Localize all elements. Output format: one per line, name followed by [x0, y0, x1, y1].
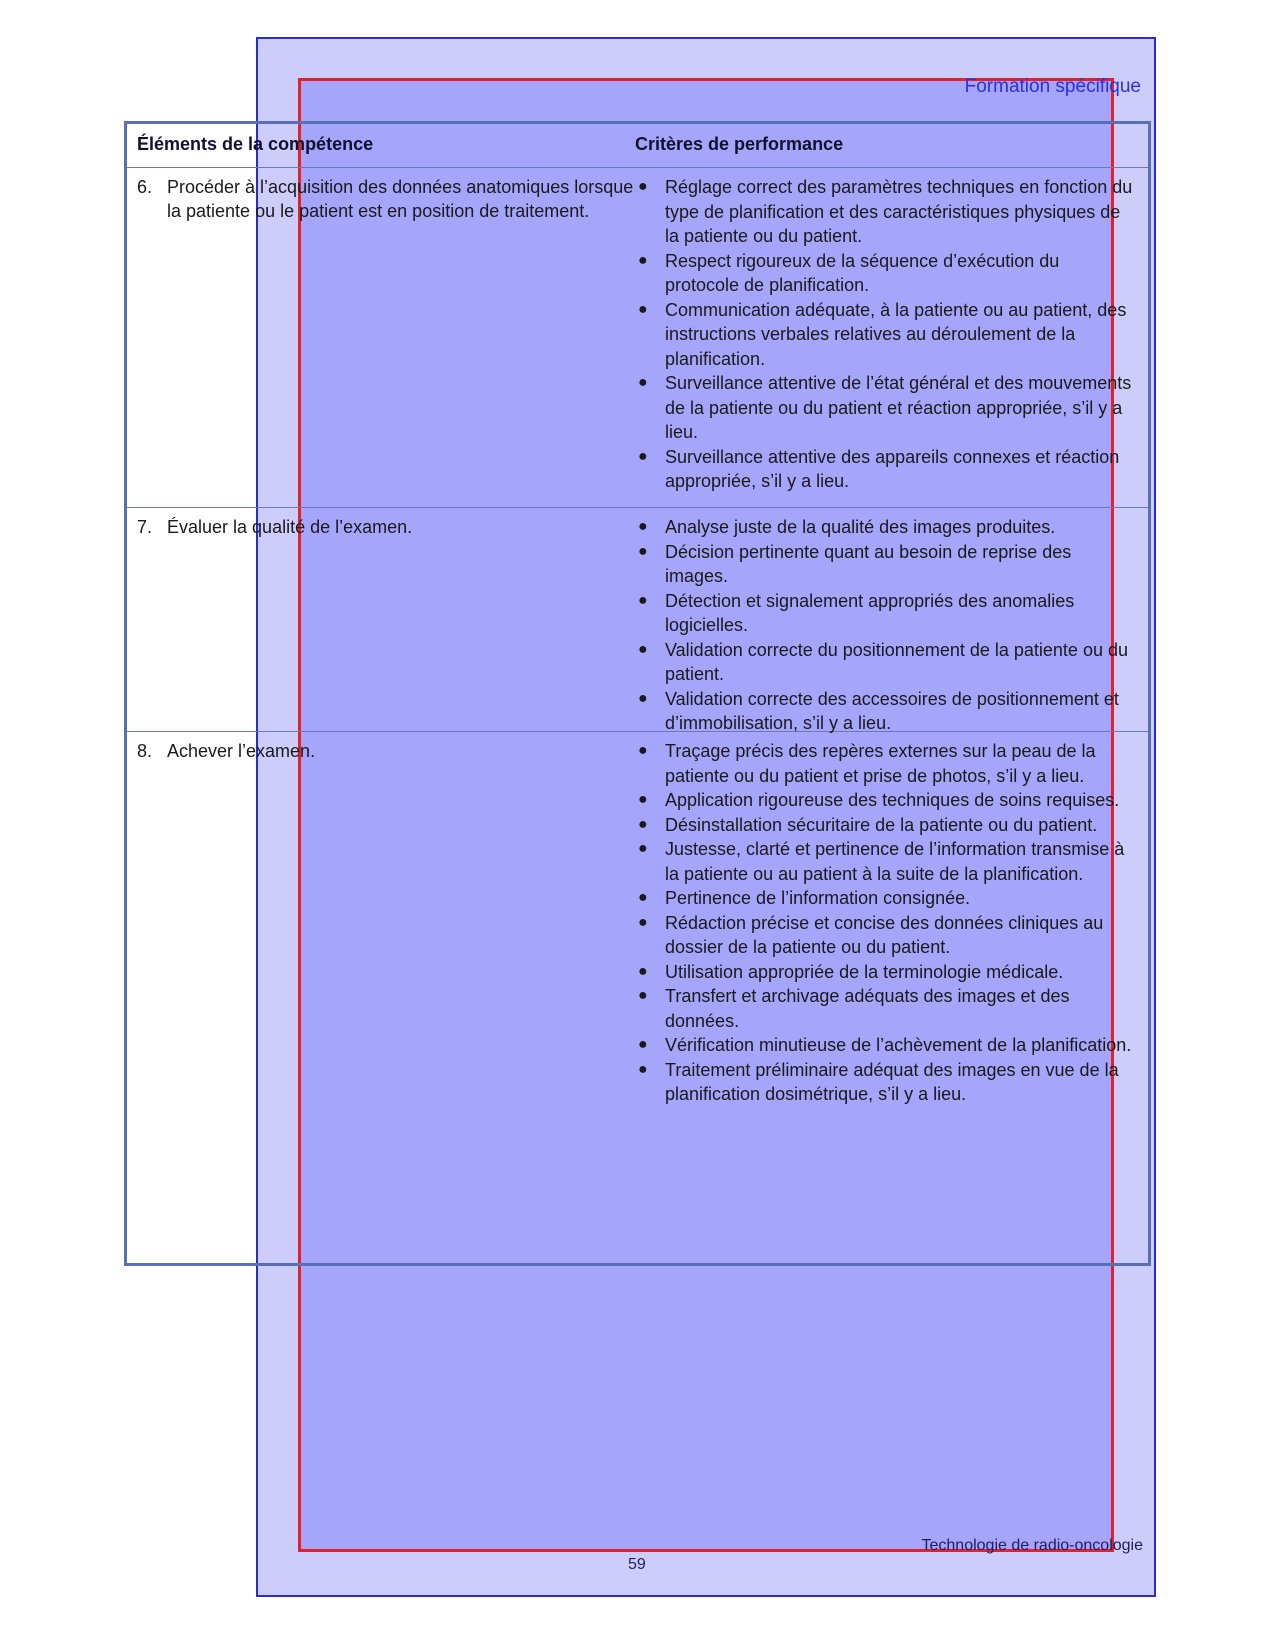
column-header-criteria: Critères de performance: [635, 134, 844, 154]
bullet-icon: ●: [638, 447, 648, 465]
bullet-icon: ●: [638, 987, 648, 1004]
criterion-item: ● Surveillance attentive de l’état général et des mouvements de la patiente ou du patient et réaction appropriée, s’il y a lieu.: [638, 373, 1132, 442]
bullet-icon: ●: [638, 1036, 648, 1053]
competence-element: [137, 515, 637, 539]
table-header-row: [127, 124, 1148, 168]
bullet-icon: ●: [638, 815, 648, 833]
criterion-item: ● Pertinence de l’information consignée.: [635, 886, 1136, 911]
criterion-item: ● Surveillance attentive des appareils connexes et réaction appropriée, s’il y a lieu.: [638, 446, 1120, 491]
criterion-item: ● Justesse, clarté et pertinence de l’information transmise à la patiente ou au patient à la suite de la planification.: [638, 839, 1125, 884]
criteria-list: [635, 175, 1136, 494]
bullet-icon: ●: [638, 591, 648, 609]
bullet-icon: ●: [638, 640, 648, 658]
column-header-elements: Éléments de la compétence: [137, 134, 374, 154]
running-header: Formation spécifique: [964, 76, 1141, 97]
criterion-item: ● Communication adéquate, à la patiente ou au patient, des instructions verbales relatives au déroulement de la planification.: [638, 299, 1127, 369]
criterion-item: ● Respect rigoureux de la séquence d’exécution du protocole de planification.: [638, 250, 1060, 295]
table-row: [127, 167, 1148, 508]
bullet-icon: ●: [638, 374, 648, 391]
table-row: [127, 507, 1148, 732]
page-number: 59: [628, 1556, 646, 1573]
element-text: Procéder à l’acquisition des données anatomiques lorsque la patiente ou le patient est en position de traitement.: [167, 177, 634, 221]
criterion-item: ● Traçage précis des repères externes sur la peau de la patiente ou du patient et prise de photos, s’il y a lieu.: [638, 741, 1096, 786]
criterion-item: ● Validation correcte des accessoires de positionnement et d’immobilisation, s’il y a lieu.: [638, 688, 1119, 733]
bullet-icon: ●: [638, 251, 648, 269]
criteria-list: [635, 739, 1136, 1107]
criterion-item: ● Vérification minutieuse de l’achèvement de la planification.: [635, 1033, 1136, 1058]
criteria-list: [635, 515, 1136, 736]
bullet-icon: ●: [638, 518, 648, 535]
element-number: 7.: [137, 517, 153, 537]
criterion-item: ● Décision pertinente quant au besoin de reprise des images.: [638, 541, 1072, 586]
element-number: 8.: [137, 741, 153, 761]
criterion-item: ● Rédaction précise et concise des données cliniques au dossier de la patiente ou du patient.: [638, 912, 1104, 957]
table-row: [127, 731, 1148, 1263]
criterion-item: ● Application rigoureuse des techniques de soins requises.: [635, 788, 1136, 813]
criterion-item: ● Traitement préliminaire adéquat des images en vue de la planification dosimétrique, s’il y a lieu.: [638, 1059, 1119, 1104]
criterion-item: ● Détection et signalement appropriés des anomalies logicielles.: [638, 590, 1075, 635]
bullet-icon: ●: [638, 300, 648, 318]
criterion-item: ● Utilisation appropriée de la terminologie médicale.: [635, 960, 1136, 985]
bullet-icon: ●: [638, 791, 648, 808]
competence-table: [124, 121, 1151, 1266]
bullet-icon: ●: [638, 542, 648, 560]
criterion-item: ● Transfert et archivage adéquats des images et des données.: [638, 986, 1070, 1031]
competence-element: [137, 739, 637, 763]
criterion-item: ● Désinstallation sécuritaire de la patiente ou du patient.: [635, 813, 1136, 838]
criterion-item: ● Validation correcte du positionnement de la patiente ou du patient.: [638, 639, 1128, 684]
criterion-item: ● Réglage correct des paramètres techniques en fonction du type de planification et des caractéristiques physiques de la patiente ou du patient.: [638, 177, 1133, 246]
competence-element: [137, 175, 637, 223]
criterion-item: ● Analyse juste de la qualité des images produites.: [635, 515, 1136, 540]
bullet-icon: ●: [638, 742, 648, 759]
bullet-icon: ●: [638, 913, 648, 931]
bullet-icon: ●: [638, 840, 648, 857]
bullet-icon: ●: [638, 962, 648, 980]
running-footer: Technologie de radio-oncologie: [921, 1537, 1143, 1554]
bullet-icon: ●: [638, 178, 648, 195]
bullet-icon: ●: [638, 889, 648, 906]
element-text: Achever l’examen.: [167, 741, 316, 761]
bullet-icon: ●: [638, 1060, 648, 1078]
element-number: 6.: [137, 177, 153, 197]
element-text: Évaluer la qualité de l’examen.: [167, 517, 413, 537]
bullet-icon: ●: [638, 689, 648, 707]
